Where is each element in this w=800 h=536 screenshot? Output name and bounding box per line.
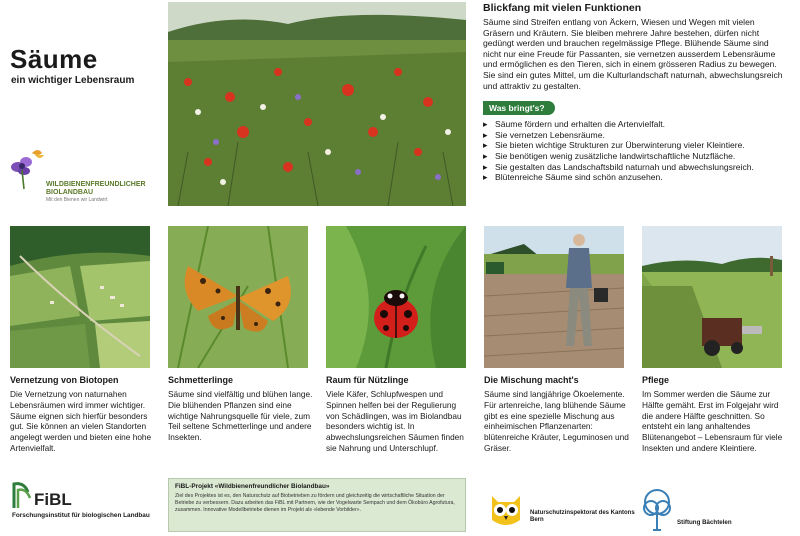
column-heading: Vernetzung von Biotopen	[10, 375, 119, 385]
list-item: ▸ Blütenreiche Säume sind schön anzusehen.	[483, 172, 783, 183]
wildbienen-logo-line1: WILDBIENENFREUNDLICHER	[46, 181, 146, 188]
fibl-name: FiBL	[34, 490, 72, 509]
benefits-list	[483, 119, 783, 183]
column-biotope	[10, 375, 155, 454]
column-pflege	[642, 375, 787, 454]
fibl-subtitle: Forschungsinstitut für biologischen Landbau	[12, 512, 150, 519]
butterfly-photo	[168, 226, 308, 368]
column-heading: Die Mischung macht's	[484, 375, 579, 385]
column-schmetterlinge	[168, 375, 313, 443]
wildbienen-logo-tagline: Mit den Bienen wir Landwirt	[46, 197, 108, 203]
project-info-box	[168, 478, 466, 532]
flower-butterfly-icon	[8, 145, 48, 190]
column-text: Im Sommer werden die Säume zur Hälfte gemäht. Erst im Folgejahr wird die andere Hälfte geschnitten. So entsteht ein lang anhaltendes Blütenangebot – Lebensraum für viele Insekten und andere Kleintiere.	[642, 389, 783, 453]
owl-org-name: Naturschutzinspektorat des Kantons Bern	[530, 510, 635, 524]
fibl-logo	[10, 478, 160, 534]
tree-icon	[640, 488, 674, 532]
column-heading: Raum für Nützlinge	[326, 375, 409, 385]
column-text: Viele Käfer, Schlupfwespen und Spinnen helfen bei der Regulierung von Schädlingen, was im Biolandbau besonders wichtig ist. In abwechslungsreichen Säumen finden sie Nahrung und Unterschlupf.	[326, 389, 464, 453]
mowing-photo	[642, 226, 782, 368]
project-text: Ziel des Projektes ist es, den Naturschutz auf Biobetrieben zu fördern und gleichzeitig die wirtschaftliche Situation der Betriebe zu verbessern. Dazu arbeiten das FiBL mit Partnern, wie der Vogelwarte Sempach und dem Ökobüro Agrofutura, zusammen. Innovative Modellbetriebe dienen im Projekt als «lebende Vorbilder».	[175, 493, 455, 514]
column-mischung	[484, 375, 629, 454]
column-text: Die Vernetzung von naturnahen Lebensräumen wird immer wichtiger. Säume eignen sich hierfür besonders gut. Sie können an vielen Standorten angelegt werden und bieten eine hohe Artenvielfalt.	[10, 389, 152, 453]
meadow-photo	[168, 2, 466, 206]
benefits-tag: Was bringt's?	[483, 101, 555, 115]
column-heading: Pflege	[642, 375, 670, 385]
list-item: ▸ Sie bieten wichtige Strukturen zur Überwinterung vieler Kleintiere.	[483, 140, 783, 151]
wildbienen-logo-text	[46, 181, 146, 197]
ladybug-photo	[326, 226, 466, 368]
sowing-farmer-photo	[484, 226, 624, 368]
intro-heading: Blickfang mit vielen Funktionen	[483, 2, 642, 14]
tree-org-name: Stiftung Bächtelen	[677, 519, 732, 526]
owl-icon	[486, 490, 526, 530]
column-heading: Schmetterlinge	[168, 375, 234, 385]
page-title: Säume	[10, 44, 98, 74]
column-text: Säume sind langjährige Ökoelemente. Für artenreiche, lang blühende Säume gibt es eine spezielle Mischung aus einheimischen Pflanzenarten: blütenreiche Kräuter, Leguminosen und Gräser.	[484, 389, 629, 453]
intro-text: Säume sind Streifen entlang von Äckern, Wiesen und Wegen mit vielen Gräsern und Kräutern. Sie bleiben mehrere Jahre bestehen, dürfen nicht gedüngt werden und brauchen regelmässige Pflege. Blühende Säume sind nicht nur eine Freude für Passanten, sie vernetzen ausserdem Lebensräume und ermöglichen es den Tieren, sich in einem grösseren Radius zu bewegen. Sie sind ein gutes Mittel, um die Kulturlandschaft naturnah, abwechslungsreich und attraktiv zu gestalten.	[483, 17, 783, 91]
project-title: FiBL-Projekt «Wildbienenfreundlicher Biolandbau»	[175, 483, 330, 490]
fibl-leaf-icon	[10, 478, 34, 510]
column-text: Säume sind vielfältig und blühen lange. Die blühenden Pflanzen sind eine wichtige Nahrungsquelle für viele, zum Teil seltene Schmetterlinge und andere Insekten.	[168, 389, 313, 443]
intro-section	[483, 2, 783, 183]
wildbienen-logo-line2: BIOLANDBAU	[46, 189, 94, 196]
list-item: ▸ Säume fördern und erhalten die Artenvielfalt.	[483, 119, 783, 130]
list-item: ▸ Sie gestalten das Landschaftsbild naturnah und abwechslungsreich.	[483, 162, 783, 173]
aerial-landscape-photo	[10, 226, 150, 368]
list-item: ▸ Sie benötigen wenig zusätzliche landwirtschaftliche Nutzfläche.	[483, 151, 783, 162]
wildbienen-logo	[8, 145, 148, 205]
list-item: ▸ Sie vernetzen Lebensräume.	[483, 130, 783, 141]
column-nuetzlinge	[326, 375, 471, 454]
page-subtitle: ein wichtiger Lebensraum	[11, 75, 135, 86]
